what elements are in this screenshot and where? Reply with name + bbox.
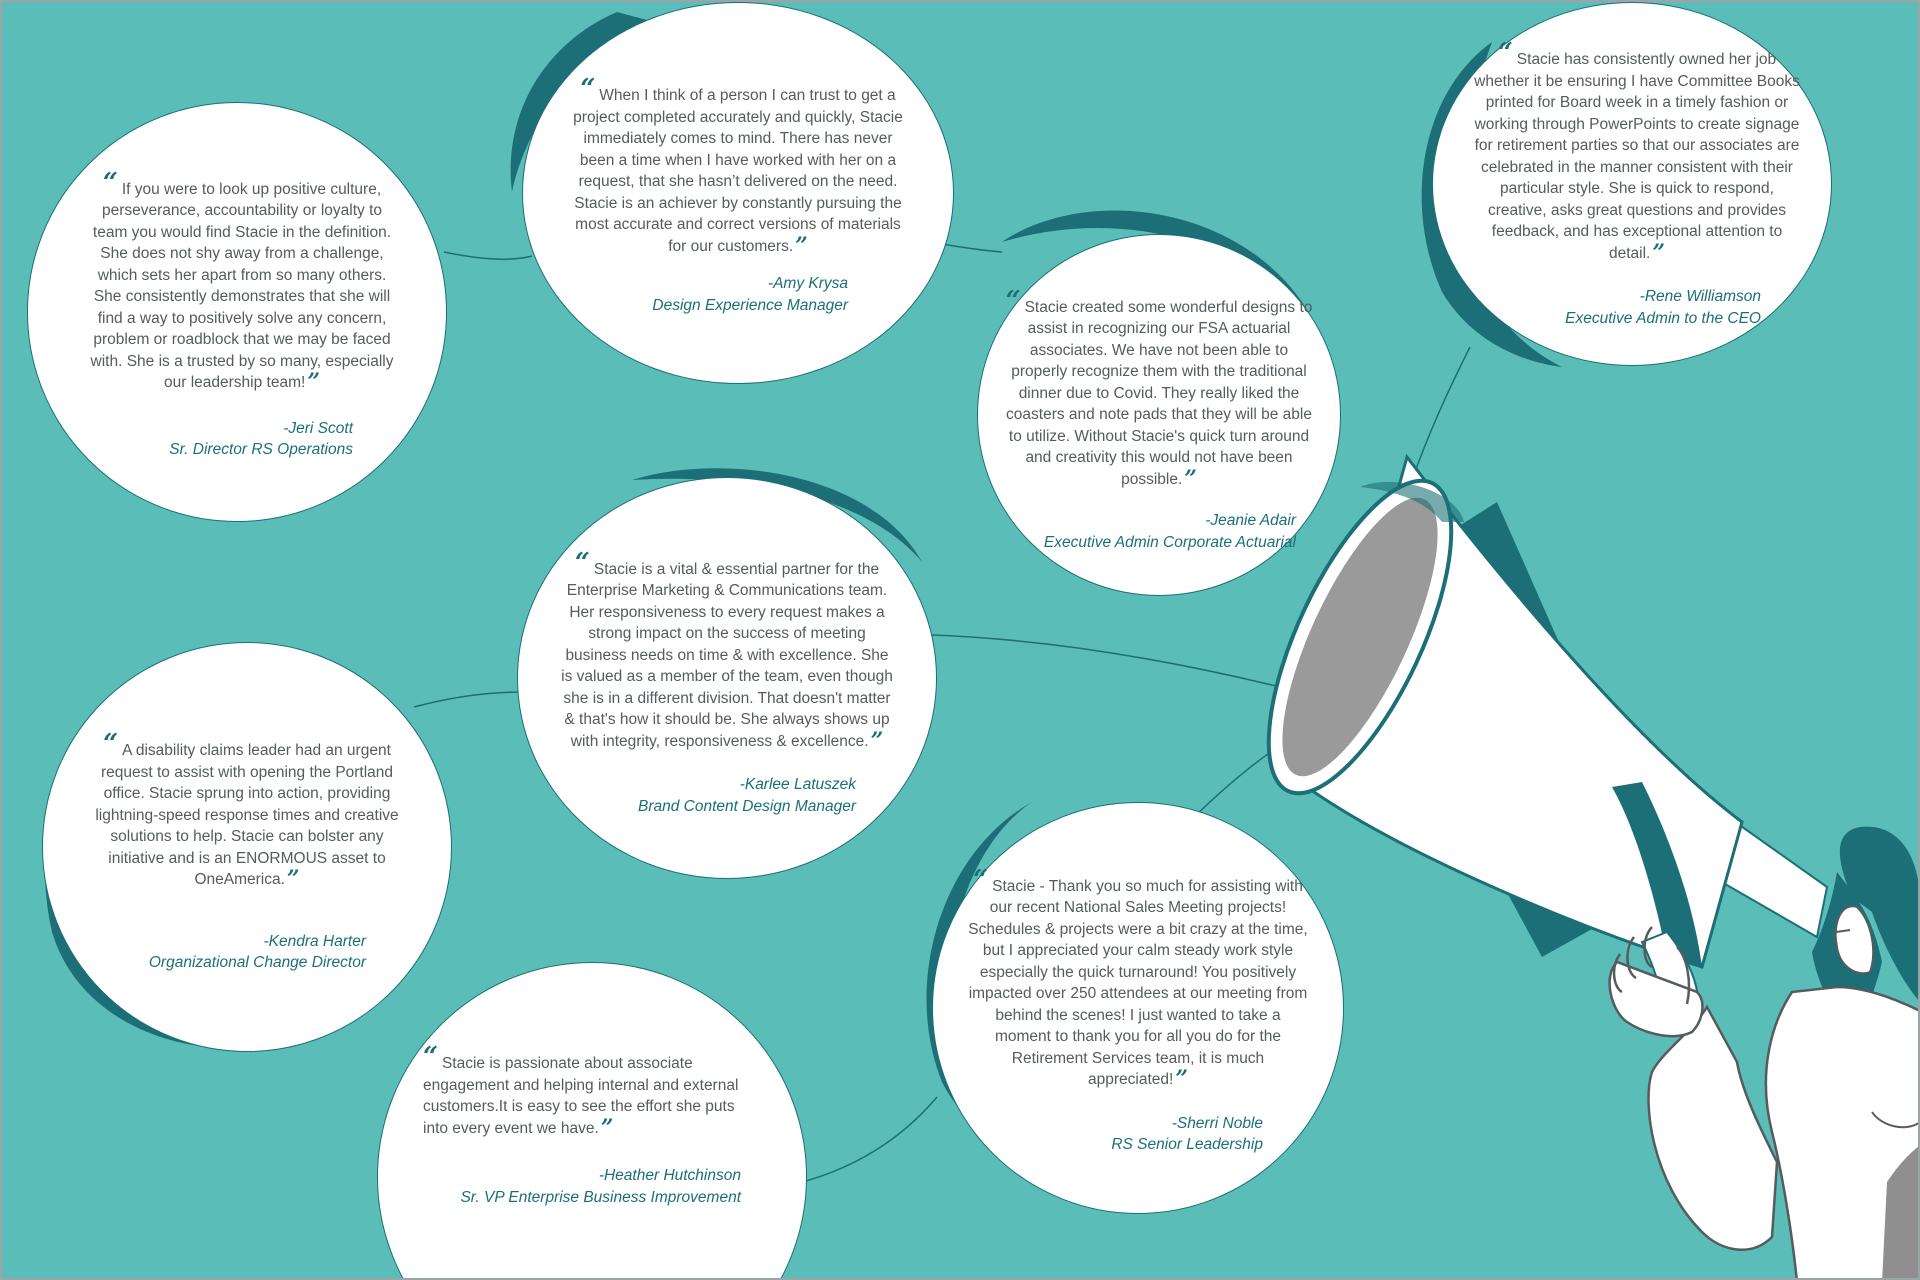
testimonial-quote: “ Stacie has consistently owned her job whether it be ensuring I have Committee Books printed for Board week in a timely fashion or working through PowerPoints to create signage for retirement parties so that our associates are celebrated in the manner consistent with their particular style. She is quick to respond, creative, asks great questions and provides feedback, and has exceptional attention to detail.” xyxy=(1474,38,1800,266)
author-name: -Sherri Noble xyxy=(1171,1114,1263,1132)
quote-mark-icon: ” xyxy=(307,369,320,395)
quote-mark-icon: ” xyxy=(870,727,884,754)
quote-mark-icon: “ xyxy=(574,547,590,578)
testimonial-quote: “ Stacie is passionate about associate engagement and helping internal and external customers.It is easy to see the effort she puts into every event we have.” xyxy=(423,1042,739,1141)
testimonial-attribution xyxy=(652,273,848,316)
quote-mark-icon: ” xyxy=(1175,1066,1188,1092)
testimonial-bubble-jeri-scott xyxy=(27,102,447,522)
quote-mark-icon: ” xyxy=(1652,239,1666,266)
testimonial-quote: “ Stacie created some wonderful designs to assist in recognizing our FSA actuarial associates. We have not been able to properly recognize them with the traditional dinner due to Covid. They really liked the coasters and note pads that they will be able to utilize. Without Stacie's quick turn around and creativity this would not have been possible.” xyxy=(1005,285,1313,492)
author-title: Sr. Director RS Operations xyxy=(169,441,353,458)
testimonial-quote: “ A disability claims leader had an urgent request to assist with opening the Portland office. Stacie sprung into action, providing lightning-speed response times and creative solutions to help. Stacie can bolster any initiative and is an ENORMOUS asset to OneAmerica.” xyxy=(95,729,399,893)
testimonial-quote: “ Stacie is a vital & essential partner for the Enterprise Marketing & Communications team. Her responsiveness to every request makes a strong impact on the success of meeting business needs on time & with excellence. She is valued as a member of the team, even though she is in a different division. That doesn't matter & that's how it should be. She always shows up with integrity, responsiveness & excellence.” xyxy=(561,547,893,754)
author-title: Design Experience Manager xyxy=(652,296,848,314)
testimonial-attribution xyxy=(1044,510,1296,553)
author-name: -Heather Hutchinson xyxy=(598,1167,741,1184)
testimonial-attribution xyxy=(149,931,366,974)
author-name: -Amy Krysa xyxy=(767,275,848,292)
quote-mark-icon: ” xyxy=(1184,465,1197,492)
testimonial-attribution xyxy=(638,774,856,817)
testimonial-quote: “ When I think of a person I can trust to get a project completed accurately and quickly, Stacie immediately comes to mind. There has never been a time when I have worked with her on a request, that she hasn’t delivered on the need. Stacie is an achiever by constantly pursuing the most accurate and correct versions of materials for our customers.” xyxy=(573,74,903,259)
testimonial-bubble-kendra-harter xyxy=(42,642,452,1052)
author-title: RS Senior Leadership xyxy=(1111,1136,1263,1153)
testimonial-quote: “ If you were to look up positive culture, perseverance, accountability or loyalty to team you would find Stacie in the definition. She does not shy away from a challenge, which sets her apart from so many others. She consistently demonstrates that she will find a way to positively solve any concern, problem or roadblock that we may be faced with. She is a trusted by so many, especially our leadership team!” xyxy=(90,167,394,395)
quote-mark-icon: ” xyxy=(795,232,808,259)
author-name: -Karlee Latuszek xyxy=(739,776,856,794)
quote-mark-icon: “ xyxy=(423,1042,438,1072)
quote-mark-icon: “ xyxy=(973,864,989,895)
quote-mark-icon: “ xyxy=(103,729,119,760)
author-title: Organizational Change Director xyxy=(148,954,366,972)
quote-mark-icon: “ xyxy=(102,167,118,198)
testimonial-quote: “ Stacie - Thank you so much for assisting with our recent National Sales Meeting projects! Schedules & projects were a bit crazy at the time, but I appreciated your calm steady work style especially the quick turnaround! You positively impacted over 250 attendees at our meeting from behind the scenes! I just wanted to take a moment to thank you for all you do for the Retirement Services team, it is much appreciated!” xyxy=(968,864,1308,1092)
author-name: -Jeri Scott xyxy=(283,419,353,437)
author-name: -Rene Williamson xyxy=(1639,288,1761,305)
author-title: Executive Admin Corporate Actuarial xyxy=(1043,533,1296,551)
quote-mark-icon: ” xyxy=(286,866,300,893)
author-title: Sr. VP Enterprise Business Improvement xyxy=(460,1188,741,1206)
quote-mark-icon: “ xyxy=(1497,38,1513,68)
testimonial-attribution xyxy=(1111,1113,1263,1156)
quote-mark-icon: “ xyxy=(580,74,596,104)
testimonial-bubble-sherri-noble xyxy=(932,802,1344,1214)
author-title: Executive Admin to the CEO xyxy=(1565,309,1761,327)
author-name: -Kendra Harter xyxy=(263,932,366,950)
author-title: Brand Content Design Manager xyxy=(638,797,856,815)
quote-mark-icon: “ xyxy=(1005,285,1021,316)
testimonial-bubble-amy-krysa xyxy=(522,2,954,384)
quote-mark-icon: ” xyxy=(600,1114,614,1141)
author-name: -Jeanie Adair xyxy=(1205,512,1296,530)
testimonial-bubble-rene-williamson xyxy=(1432,2,1832,366)
testimonial-attribution xyxy=(169,418,353,461)
testimonial-bubble-karlee-latuszek xyxy=(517,477,937,879)
testimonial-attribution xyxy=(1565,286,1761,329)
testimonial-bubble-jeanie-adair xyxy=(977,234,1341,596)
testimonial-attribution xyxy=(460,1165,741,1208)
